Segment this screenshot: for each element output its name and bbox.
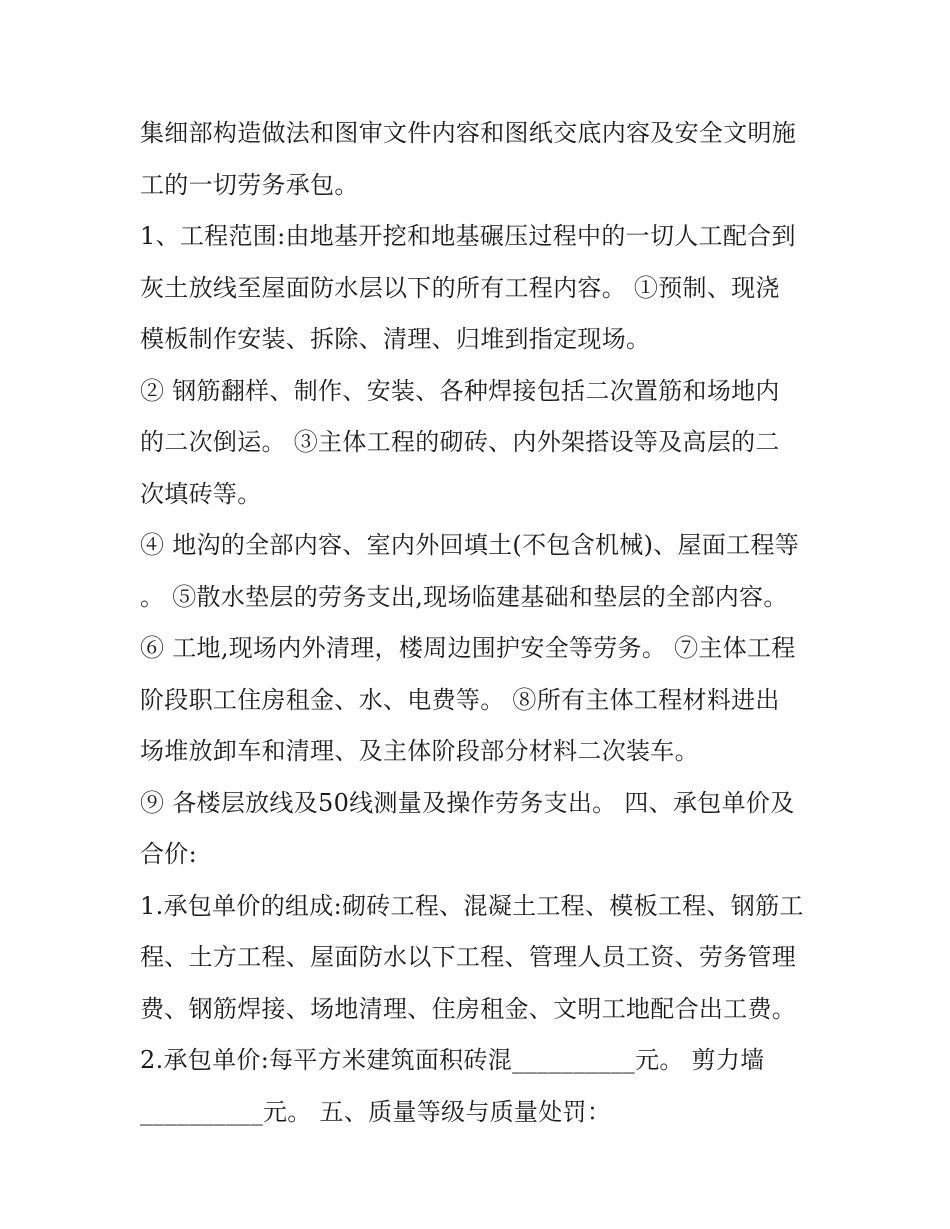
text-line: 的二次倒运。 ③主体工程的砌砖、内外架搭设等及高层的二 bbox=[140, 428, 780, 456]
text-line: 灰土放线至屋面防水层以下的所有工程内容。 ①预制、现浇 bbox=[140, 273, 780, 302]
text-line: ② 钢筋翻样、制作、安装、各种焊接包括二次置筋和场地内 bbox=[140, 376, 780, 405]
text-line: 程、土方工程、屋面防水以下工程、管理人员工资、劳务管理 bbox=[140, 943, 797, 971]
text-line: 场堆放卸车和清理、及主体阶段部分材料二次装车。 bbox=[140, 737, 699, 765]
text-line: 2.承包单价:每平方米建筑面积砖混__________元。 剪力墙 bbox=[140, 1046, 765, 1074]
text-line: 次填砖等。 bbox=[140, 479, 262, 508]
text-line: 模板制作安装、拆除、清理、归堆到指定现场。 bbox=[140, 325, 651, 353]
contract-body-text bbox=[140, 108, 830, 1138]
text-line: 合价: bbox=[140, 840, 197, 868]
text-line: 工的一切劳务承包。 bbox=[140, 170, 359, 199]
text-line: 费、钢筋焊接、场地清理、住房租金、文明工地配合出工费。 bbox=[140, 994, 797, 1023]
text-line: 1、工程范围:由地基开挖和地基碾压过程中的一切人工配合到 bbox=[140, 222, 796, 250]
text-line: 1.承包单价的组成:砌砖工程、混凝土工程、模板工程、钢筋工 bbox=[140, 891, 804, 920]
text-line: ④ 地沟的全部内容、室内外回填土(不包含机械)、屋面工程等 bbox=[140, 531, 800, 559]
text-line: 。 ⑤散水垫层的劳务支出,现场临建基础和垫层的全部内容。 bbox=[140, 582, 788, 611]
text-line: __________元。 五、质量等级与质量处罚： bbox=[140, 1097, 612, 1126]
text-line: 集细部构造做法和图审文件内容和图纸交底内容及安全文明施 bbox=[140, 119, 797, 147]
text-line: ⑥ 工地,现场内外清理，楼周边围护安全等劳务。 ⑦主体工程 bbox=[140, 634, 796, 662]
text-line: 阶段职工住房租金、水、电费等。 ⑧所有主体工程材料进出 bbox=[140, 685, 780, 714]
text-line: ⑨ 各楼层放线及50线测量及操作劳务支出。 四、承包单价及 bbox=[140, 788, 795, 817]
